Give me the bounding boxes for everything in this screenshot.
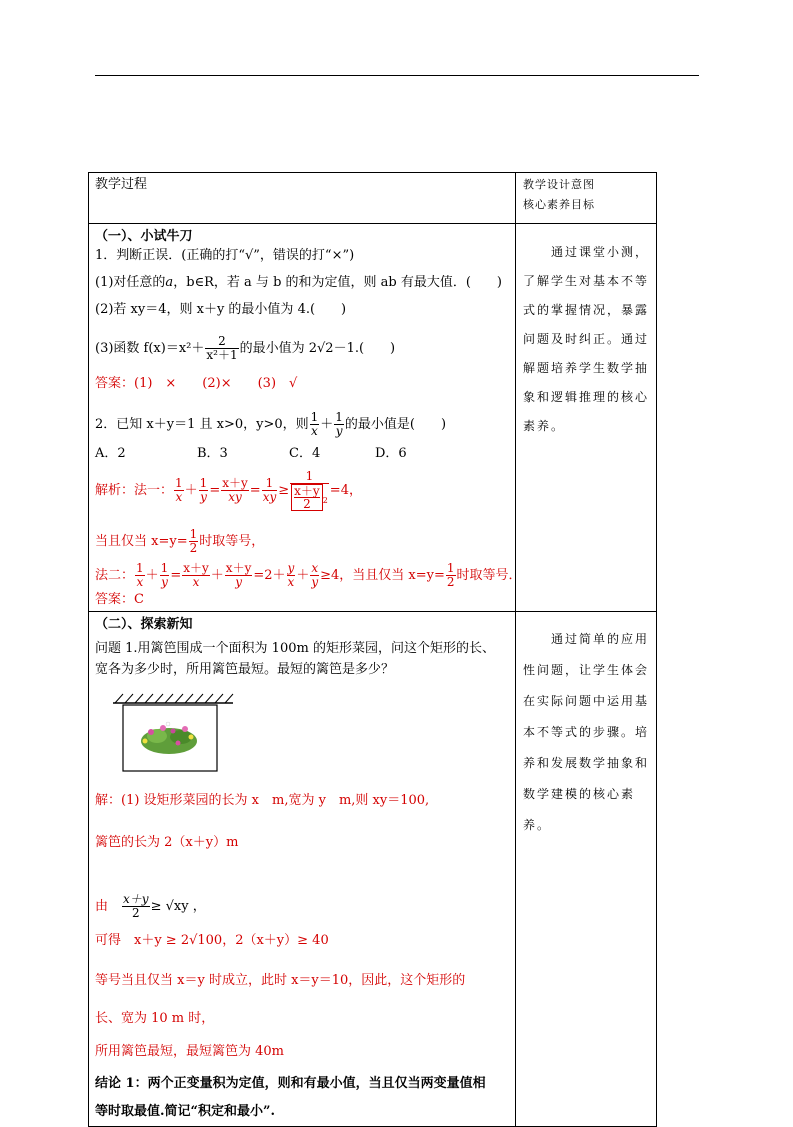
- q2-choice-a: A．2: [95, 446, 126, 461]
- conclusion-line2: 等时取最值.简记“积定和最小”.: [95, 1104, 276, 1119]
- conclusion-line1: 结论 1：两个正变量积为定值，则和有最小值，当且仅当两变量值相: [95, 1076, 486, 1091]
- header-design-intent: 教学设计意图: [523, 178, 595, 191]
- q1-item1: (1)对任意的a，b∈R，若 a 与 b 的和为定值，则 ab 有最大值．( ): [95, 275, 503, 290]
- header-core-literacy: 核心素养目标: [523, 198, 595, 211]
- solution-line2: 篱笆的长为 2（x＋y）m: [95, 835, 239, 850]
- problem-line2: 宽各为多少时，所用篱笆最短。最短的篱笆是多少？: [95, 662, 395, 677]
- section2-intent-cell: [516, 612, 657, 1127]
- solution-line3: 由 $\frac{x+y}{2}$ ≥ √xy ，: [95, 892, 206, 920]
- header-teaching-process: 教学过程: [95, 177, 148, 192]
- q2-answer: 答案：C: [95, 592, 144, 607]
- q2-choice-d: D．6: [375, 446, 407, 461]
- garden-fence-illustration: [111, 691, 235, 775]
- q2-choice-b: B．3: [197, 446, 228, 461]
- section1-intent-text: 通过课堂小测，了解学生对基本不等式的掌握情况，暴露问题及时纠正。通过解题培养学生数学抽象和逻辑推理的核心素养。: [523, 245, 650, 433]
- section2-intent-text: 通过简单的应用性问题，让学生体会在实际问题中运用基本不等式的步骤。培养和发展数学抽象和数学建模的核心素养。: [523, 632, 650, 832]
- q1-answer: 答案：(1) × (2)× (3) √: [95, 376, 298, 391]
- header-rule: [95, 75, 699, 76]
- q1-stem: 1．判断正误．(正确的打“√”，错误的打“×”): [95, 248, 355, 263]
- solution-line1: 解：(1) 设矩形菜园的长为 x m,宽为 y m,则 xy＝100,: [95, 793, 430, 808]
- lesson-table: [88, 172, 657, 1127]
- solution-line4: 可得 x＋y ≥ 2√100，2（x＋y）≥ 40: [95, 933, 329, 948]
- section1-content-cell: [89, 224, 522, 612]
- solution-line6: 长、宽为 10 m 时，: [95, 1011, 215, 1026]
- section2-title: （二）、探索新知: [95, 617, 193, 632]
- section1-title: （一）、小试牛刀: [95, 229, 193, 244]
- problem-line1: 问题 1.用篱笆围成一个面积为 100m 的矩形菜园，问这个矩形的长、: [95, 641, 495, 656]
- section1-intent-cell: [516, 224, 657, 612]
- header-left-cell: [89, 173, 516, 224]
- solution-method2: 法二： $\frac{1}{x}$ ＋ $\frac{1}{y}$ = $\frac{x+y}{x}$ ＋ $\frac{x+y}{y}$ =2＋ $\frac{y}{x}$ ＋ $\frac{x}{y}$ ≥4，当且仅当 x=y= $\frac{1}{2}$ 时取等号．: [95, 561, 522, 589]
- solution-method1-condition: 当且仅当 x=y= $\frac{1}{2}$ 时取等号，: [95, 527, 265, 555]
- section2-content-cell: [89, 612, 516, 1127]
- solution-line7: 所用篱笆最短，最短篱笆为 40m: [95, 1044, 285, 1059]
- solution-method1: 解析：法一： $\frac{1}{x}$ ＋ $\frac{1}{y}$ = $\frac{x+y}{xy}$ = $\frac{1}{xy}$ ≥ 1 $\frac{x+y}{2}$ $^2$ =4，: [95, 469, 362, 511]
- q1-item2: (2)若 xy＝4，则 x＋y 的最小值为 4.( ): [95, 302, 347, 317]
- header-right-cell: [516, 173, 657, 224]
- q2-choice-c: C．4: [289, 446, 321, 461]
- q1-item3: (3)函数 f(x)＝x²＋ $\frac{2}{\text{x²＋1}}$ 的最小值为 2√2－1.( ): [95, 334, 396, 362]
- solution-line5: 等号当且仅当 x＝y 时成立，此时 x＝y＝10，因此，这个矩形的: [95, 973, 466, 988]
- q2-stem: 2．已知 x＋y＝1 且 x>0，y>0，则 $\frac{1}{x}$ ＋ $\frac{1}{y}$ 的最小值是( ): [95, 410, 447, 438]
